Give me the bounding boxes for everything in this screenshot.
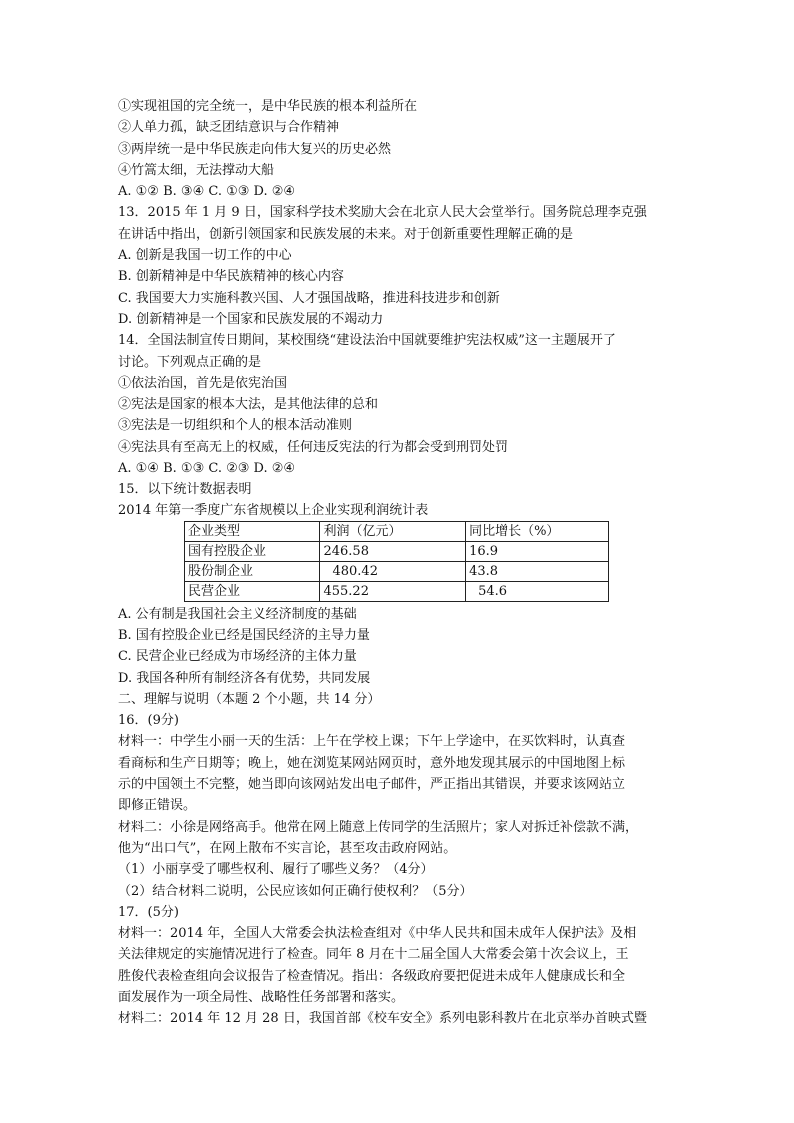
option-a: A. 公有制是我国社会主义经济制度的基础 bbox=[118, 606, 357, 622]
text-line: ①实现祖国的完全统一，是中华民族的根本利益所在 bbox=[118, 99, 418, 114]
text-line: ③宪法是一切组织和个人的根本活动准则 bbox=[118, 418, 353, 434]
table-cell: 43.8 bbox=[466, 561, 609, 581]
question-13-stem: 13．2015 年 1 月 9 日，国家科学技术奖励大会在北京人民大会堂举行。国务院总理李克强 bbox=[118, 205, 647, 221]
option-b: B. 创新精神是中华民族精神的核心内容 bbox=[118, 269, 344, 285]
material-text: 材料二：小徐是网络高手。他常在网上随意上传同学的生活照片；家人对拆迁补偿款不满， bbox=[118, 819, 639, 835]
material-text: 材料一：中学生小丽一天的生活：上午在学校上课；下午上学途中，在买饮料时，认真查 bbox=[118, 734, 626, 750]
material-text: 材料二：2014 年 12 月 28 日，我国首部《校车安全》系列电影科教片在北京举办首映式暨 bbox=[118, 1011, 647, 1027]
table-header-row bbox=[185, 521, 609, 541]
question-15-stem: 15．以下统计数据表明 bbox=[118, 482, 252, 498]
exam-page bbox=[118, 96, 688, 1030]
question-block-15-17 bbox=[118, 604, 688, 1030]
question-block-12-15 bbox=[118, 96, 688, 501]
table-row bbox=[185, 541, 609, 561]
material-text: 关法律规定的实施情况进行了检查。同年 8 月在十二届全国人大常委会第十次会议上，王 bbox=[118, 947, 629, 963]
option-d: D. 我国各种所有制经济各有优势，共同发展 bbox=[118, 670, 371, 686]
text-line: ④宪法具有至高无上的权威，任何违反宪法的行为都会受到刑罚处罚 bbox=[118, 439, 509, 455]
option-a: A. 创新是我国一切工作的中心 bbox=[118, 248, 292, 264]
profit-statistics-table bbox=[184, 521, 609, 602]
text-line: ④竹篙太细，无法撑动大船 bbox=[118, 162, 275, 178]
table-caption: 2014 年第一季度广东省规模以上企业实现利润统计表 bbox=[118, 502, 429, 518]
text-line: ③两岸统一是中华民族走向伟大复兴的历史必然 bbox=[118, 141, 392, 157]
option-c: C. 我国要大力实施科教兴国、人才强国战略，推进科技进步和创新 bbox=[118, 290, 500, 306]
header-cell: 同比增长（%） bbox=[466, 521, 609, 541]
table-cell: 246.58 bbox=[320, 541, 466, 561]
table-cell: 455.22 bbox=[320, 581, 466, 601]
table-cell: 股份制企业 bbox=[185, 561, 320, 581]
option-c: C. 民营企业已经成为市场经济的主体力量 bbox=[118, 649, 357, 665]
section-heading: 二、理解与说明（本题 2 个小题，共 14 分） bbox=[118, 691, 381, 707]
option-b: B. 国有控股企业已经是国民经济的主导力量 bbox=[118, 627, 370, 643]
material-text: 即修正错误。 bbox=[118, 798, 197, 814]
sub-question: （2）结合材料二说明，公民应该如何正确行使权利？（5分） bbox=[118, 883, 473, 899]
table-row bbox=[185, 561, 609, 581]
text-line: ②宪法是国家的根本大法，是其他法律的总和 bbox=[118, 397, 379, 413]
table-cell: 54.6 bbox=[466, 581, 609, 601]
header-cell: 企业类型 bbox=[185, 521, 320, 541]
option-d: D. 创新精神是一个国家和民族发展的不竭动力 bbox=[118, 311, 384, 327]
table-row bbox=[185, 581, 609, 601]
material-text: 示的中国领土不完整，她当即向该网站发出电子邮件，严正指出其错误，并要求该网站立 bbox=[118, 777, 626, 793]
table-cell: 国有控股企业 bbox=[185, 541, 320, 561]
text-line: ②人单力孤，缺乏团结意识与合作精神 bbox=[118, 120, 340, 136]
sub-question: （1）小丽享受了哪些权利、履行了哪些义务？（4分） bbox=[118, 862, 434, 878]
material-text: 面发展作为一项全局性、战略性任务部署和落实。 bbox=[118, 989, 405, 1005]
material-text: 他为“出口气”，在网上散布不实言论，甚至攻击政府网站。 bbox=[118, 840, 457, 856]
question-13-stem: 在讲话中指出，创新引领国家和民族发展的未来。对于创新重要性理解正确的是 bbox=[118, 226, 574, 242]
table-cell: 480.42 bbox=[320, 561, 466, 581]
text-line: ①依法治国，首先是依宪治国 bbox=[118, 375, 288, 391]
table-cell: 16.9 bbox=[466, 541, 609, 561]
answer-options: A. ①④ B. ①③ C. ②③ D. ②④ bbox=[118, 461, 296, 477]
header-cell: 利润（亿元） bbox=[320, 521, 466, 541]
material-text: 材料一：2014 年，全国人大常委会执法检查组对《中华人民共和国未成年人保护法》及相 bbox=[118, 926, 637, 942]
table-cell: 民营企业 bbox=[185, 581, 320, 601]
material-text: 看商标和生产日期等；晚上，她在浏览某网站网页时，意外地发现其展示的中国地图上标 bbox=[118, 755, 626, 771]
question-16-title: 16．(9分) bbox=[118, 713, 179, 729]
answer-options: A. ①② B. ③④ C. ①③ D. ②④ bbox=[118, 184, 296, 200]
question-17-title: 17．(5分) bbox=[118, 904, 179, 920]
material-text: 胜俊代表检查组向会议报告了检查情况。指出：各级政府要把促进未成年人健康成长和全 bbox=[118, 968, 626, 984]
question-14-stem: 讨论。下列观点正确的是 bbox=[118, 354, 262, 370]
question-14-stem: 14．全国法制宣传日期间，某校围绕“建设法治中国就要维护宪法权威”这一主题展开了 bbox=[118, 333, 616, 349]
